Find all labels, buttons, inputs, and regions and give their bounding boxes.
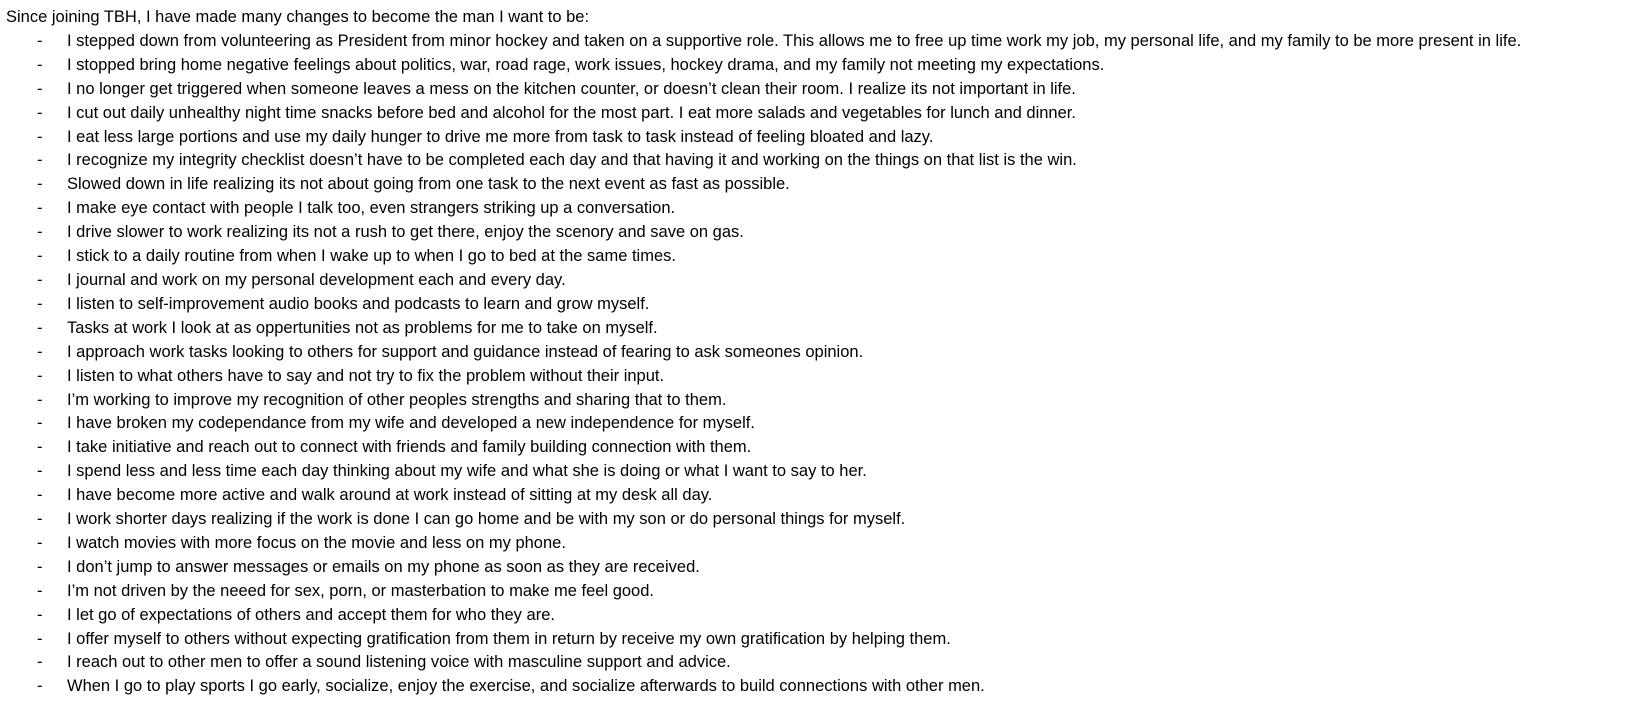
list-item-text: I’m not driven by the neeed for sex, porn, or masterbation to make me feel good. [67,581,654,600]
bullet-dash: - [37,629,43,648]
bullet-dash: - [37,127,43,146]
bullet-dash: - [37,510,43,529]
list-item-text: Tasks at work I look at as oppertunities not as problems for me to take on myself. [67,318,658,337]
bullet-dash: - [37,653,43,672]
bullet-dash: - [37,533,43,552]
intro-sentence: Since joining TBH, I have made many changes to become the man I want to be: [6,8,590,26]
list-item-text: I let go of expectations of others and accept them for who they are. [67,605,555,624]
list-item [6,54,1652,78]
list-item-text: I journal and work on my personal development each and every day. [67,270,566,289]
list-item-text: I eat less large portions and use my daily hunger to drive me more from task to task instead of feeling bloated and lazy. [67,127,934,146]
bullet-dash: - [37,247,43,266]
list-item [6,78,1652,102]
bullet-dash: - [37,342,43,361]
list-item [6,173,1652,197]
list-item-text: I recognize my integrity checklist doesn’t have to be completed each day and that having it and working on the things on that list is the win. [67,151,1077,170]
list-item-text: I take initiative and reach out to connect with friends and family building connection with them. [67,438,752,457]
bullet-dash: - [37,677,43,696]
bullet-dash: - [37,438,43,457]
list-item [6,436,1652,460]
list-item-text: I don’t jump to answer messages or emails on my phone as soon as they are received. [67,557,700,576]
list-item-text: When I go to play sports I go early, socialize, enjoy the exercise, and socialize afterwards to build connections with other men. [67,677,985,696]
list-item [6,651,1652,675]
bullet-dash: - [37,199,43,218]
list-item [6,245,1652,269]
list-item-text: I spend less and less time each day thinking about my wife and what she is doing or what I want to say to her. [67,462,867,481]
list-item-text: I reach out to other men to offer a sound listening voice with masculine support and advice. [67,653,731,672]
list-item [6,389,1652,413]
bullet-dash: - [37,270,43,289]
list-item [6,365,1652,389]
list-item-text: I listen to what others have to say and not try to fix the problem without their input. [67,366,665,385]
list-item [6,604,1652,628]
bullet-dash: - [37,390,43,409]
list-item-text: I listen to self-improvement audio books and podcasts to learn and grow myself. [67,294,650,313]
bullet-dash: - [37,151,43,170]
list-item [6,126,1652,150]
list-item-text: I stick to a daily routine from when I wake up to when I go to bed at the same times. [67,247,676,266]
list-item [6,412,1652,436]
list-item [6,221,1652,245]
list-item-text: I work shorter days realizing if the work is done I can go home and be with my son or do personal things for myself. [67,510,906,529]
list-item [6,460,1652,484]
bullet-dash: - [37,103,43,122]
bullet-dash: - [37,557,43,576]
bullet-dash: - [37,486,43,505]
list-item [6,102,1652,126]
list-item-text: I offer myself to others without expecting gratification from them in return by receive my own gratification by helping them. [67,629,951,648]
list-item [6,675,1652,699]
bullet-dash: - [37,462,43,481]
list-item [6,30,1652,54]
list-item [6,628,1652,652]
bullet-dash: - [37,581,43,600]
bullet-dash: - [37,318,43,337]
list-item [6,341,1652,365]
bullet-dash: - [37,55,43,74]
list-item [6,508,1652,532]
bullet-dash: - [37,31,43,50]
list-item-text: I make eye contact with people I talk too, even strangers striking up a conversation. [67,199,676,218]
bullet-dash: - [37,366,43,385]
list-item-text: I cut out daily unhealthy night time snacks before bed and alcohol for the most part. I eat more salads and vegetables for lunch and dinner. [67,103,1076,122]
list-item [6,580,1652,604]
list-item-text: I stepped down from volunteering as President from minor hockey and taken on a supportive role. This allows me to free up time work my job, my personal life, and my family to be more present in life. [67,31,1522,50]
bullet-dash: - [37,605,43,624]
list-item [6,317,1652,341]
list-item [6,484,1652,508]
list-item-text: Slowed down in life realizing its not about going from one task to the next event as fast as possible. [67,175,790,194]
list-item [6,293,1652,317]
list-item-text: I drive slower to work realizing its not a rush to get there, enjoy the scenory and save on gas. [67,223,744,242]
bullet-dash: - [37,294,43,313]
bullet-dash: - [37,175,43,194]
bullet-dash: - [37,223,43,242]
list-item [6,532,1652,556]
list-item-text: I have become more active and walk around at work instead of sitting at my desk all day. [67,486,713,505]
list-item-text: I stopped bring home negative feelings about politics, war, road rage, work issues, hockey drama, and my family not meeting my expectations. [67,55,1105,74]
bullet-dash: - [37,414,43,433]
list-item-text: I watch movies with more focus on the movie and less on my phone. [67,533,566,552]
list-item [6,556,1652,580]
list-item [6,197,1652,221]
list-item [6,269,1652,293]
changes-list [6,30,1652,699]
list-item [6,149,1652,173]
list-item-text: I approach work tasks looking to others for support and guidance instead of fearing to ask someones opinion. [67,342,864,361]
list-item-text: I’m working to improve my recognition of other peoples strengths and sharing that to them. [67,390,727,409]
bullet-dash: - [37,79,43,98]
list-item-text: I no longer get triggered when someone leaves a mess on the kitchen counter, or doesn’t clean their room. I realize its not important in life. [67,79,1076,98]
list-item-text: I have broken my codependance from my wife and developed a new independence for myself. [67,414,755,433]
